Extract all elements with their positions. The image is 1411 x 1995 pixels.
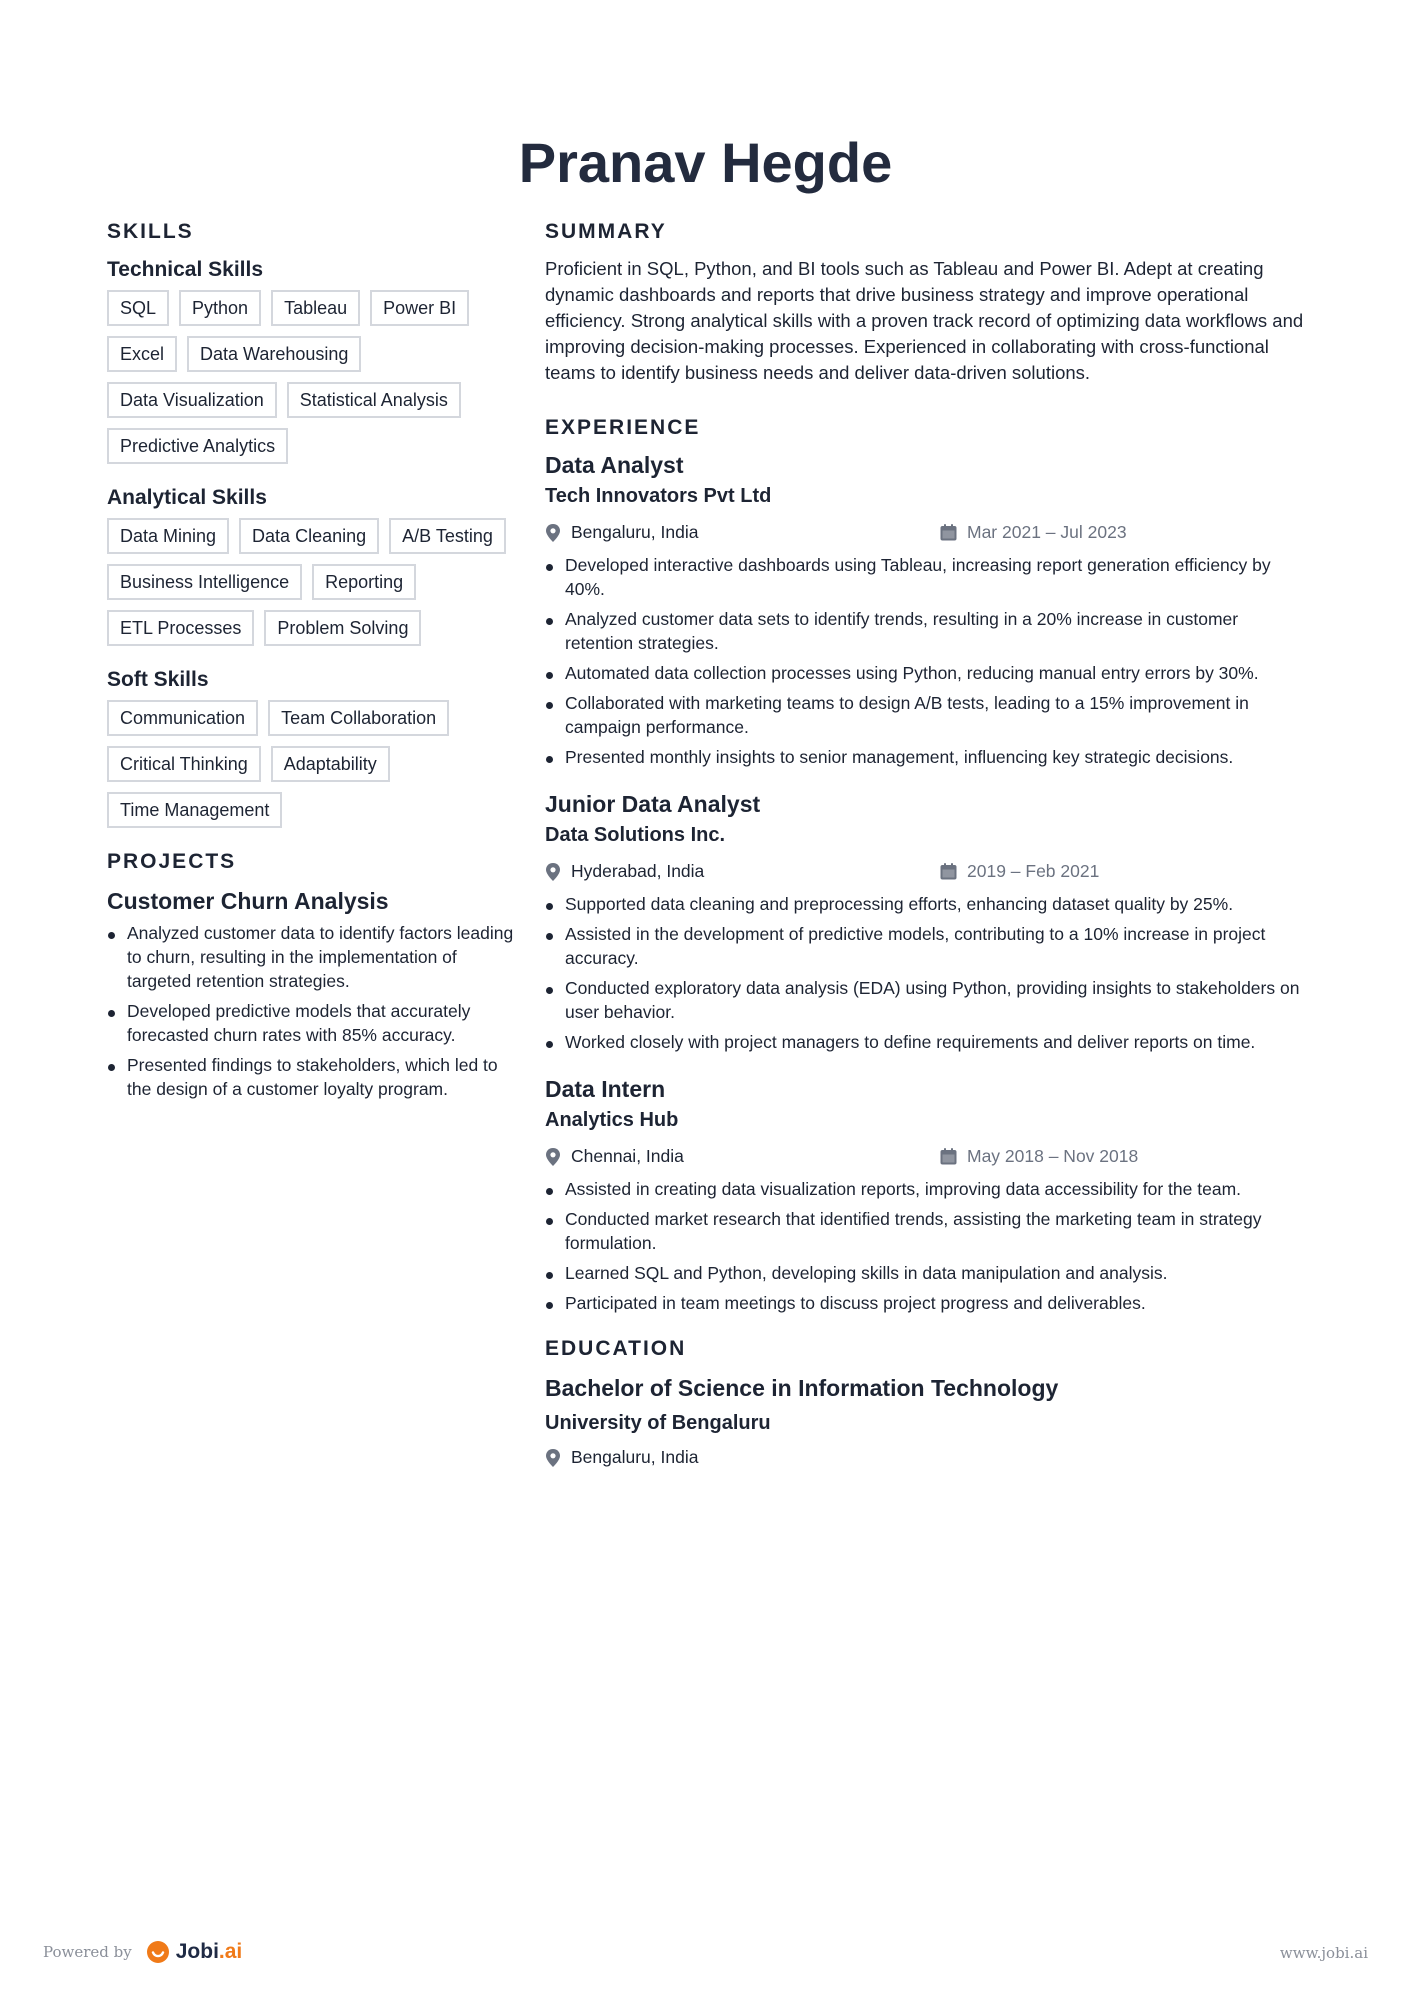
skill-tag: A/B Testing: [389, 518, 506, 554]
job-title: Junior Data Analyst: [545, 791, 761, 817]
experience-item: [545, 791, 1305, 1054]
job-company: Tech Innovators Pvt Ltd: [545, 485, 772, 507]
list-item: Worked closely with project managers to define requirements and deliver reports on time.: [545, 1030, 1305, 1054]
skill-tag: ETL Processes: [107, 610, 254, 646]
job-bullets: [545, 892, 1305, 1054]
job-location: [545, 522, 940, 543]
education-school: University of Bengaluru: [545, 1412, 771, 1434]
skills-section: [107, 220, 517, 828]
job-company: Data Solutions Inc.: [545, 824, 726, 846]
projects-heading: PROJECTS: [107, 850, 237, 873]
job-location-text: Bengaluru, India: [571, 522, 699, 542]
job-company: Analytics Hub: [545, 1109, 679, 1131]
soft-skills-heading: Soft Skills: [107, 668, 209, 691]
analytical-skills-tags: [107, 518, 507, 646]
education-location: [545, 1447, 940, 1468]
job-dates: [940, 861, 1099, 882]
job-title: Data Analyst: [545, 452, 684, 478]
list-item: Learned SQL and Python, developing skills in data manipulation and analysis.: [545, 1261, 1305, 1285]
job-bullets: [545, 553, 1305, 769]
skill-tag: Reporting: [312, 564, 416, 600]
powered-by: [43, 1940, 242, 1964]
skill-tag: Data Cleaning: [239, 518, 379, 554]
project-name: Customer Churn Analysis: [107, 888, 389, 914]
job-title: Data Intern: [545, 1076, 666, 1102]
soft-skills-tags: [107, 700, 507, 828]
education-section: [545, 1337, 1305, 1468]
location-pin-icon: [545, 524, 561, 542]
job-bullets: [545, 1177, 1305, 1315]
brand-main: Jobi: [175, 1940, 219, 1963]
skill-tag: Problem Solving: [264, 610, 421, 646]
job-dates-text: 2019 – Feb 2021: [967, 861, 1100, 881]
technical-skills-tags: [107, 290, 507, 464]
experience-item: [545, 1076, 1305, 1315]
list-item: Developed predictive models that accurately forecasted churn rates with 85% accuracy.: [107, 999, 517, 1047]
skill-tag: Team Collaboration: [268, 700, 449, 736]
list-item: Participated in team meetings to discuss project progress and deliverables.: [545, 1291, 1305, 1315]
location-pin-icon: [545, 863, 561, 881]
skill-tag: Communication: [107, 700, 258, 736]
job-dates: [940, 1146, 1138, 1167]
summary-text: Proficient in SQL, Python, and BI tools such as Tableau and Power BI. Adept at creating dynamic dashboards and reports that drive business strategy and improve operational efficiency. Strong analytical skills with a proven track record of optimizing data workflows and improving decision-making processes. Experienced in collaborating with cross-functional teams to identify business needs and deliver data-driven solutions.: [545, 258, 1304, 383]
jobi-logo[interactable]: [146, 1940, 243, 1964]
job-location: [545, 1146, 940, 1167]
list-item: Conducted exploratory data analysis (EDA) using Python, providing insights to stakeholders on user behavior.: [545, 976, 1305, 1024]
list-item: Automated data collection processes using Python, reducing manual entry errors by 30%.: [545, 661, 1305, 685]
experience-heading: EXPERIENCE: [545, 416, 701, 439]
list-item: Presented findings to stakeholders, which led to the design of a customer loyalty program.: [107, 1053, 517, 1101]
skill-tag: Data Mining: [107, 518, 229, 554]
powered-by-label: Powered by: [43, 1943, 132, 1961]
job-location-text: Hyderabad, India: [571, 861, 705, 881]
skill-tag: Tableau: [271, 290, 360, 326]
jobi-logo-icon: [146, 1940, 170, 1964]
experience-section: [545, 416, 1305, 1315]
job-meta: [545, 861, 1305, 882]
list-item: Developed interactive dashboards using Tableau, increasing report generation efficiency by 40%.: [545, 553, 1305, 601]
experience-list: [545, 452, 1305, 1315]
jobi-brand-text: [176, 1940, 243, 1964]
technical-skills-heading: Technical Skills: [107, 258, 264, 281]
job-meta: [545, 522, 1305, 543]
education-heading: EDUCATION: [545, 1337, 687, 1360]
summary-heading: SUMMARY: [545, 220, 667, 243]
website-link[interactable]: www.jobi.ai: [1279, 1944, 1368, 1962]
skill-tag: SQL: [107, 290, 169, 326]
job-dates: [940, 522, 1127, 543]
experience-item: [545, 452, 1305, 769]
skill-tag: Statistical Analysis: [287, 382, 461, 418]
list-item: Conducted market research that identified trends, assisting the marketing team in strategy formulation.: [545, 1207, 1305, 1255]
skill-tag: Data Visualization: [107, 382, 277, 418]
job-meta: [545, 1146, 1305, 1167]
left-column: [107, 220, 517, 1107]
summary-section: [545, 220, 1305, 386]
skill-tag: Time Management: [107, 792, 282, 828]
calendar-icon: [940, 524, 957, 541]
skill-tag: Excel: [107, 336, 177, 372]
list-item: Assisted in creating data visualization reports, improving data accessibility for the team.: [545, 1177, 1305, 1201]
education-meta: [545, 1447, 1305, 1468]
job-location: [545, 861, 940, 882]
skill-tag: Power BI: [370, 290, 469, 326]
skills-heading: SKILLS: [107, 220, 194, 243]
education-degree: Bachelor of Science in Information Technology: [545, 1375, 1059, 1401]
skill-tag: Critical Thinking: [107, 746, 261, 782]
skill-tag: Predictive Analytics: [107, 428, 288, 464]
job-location-text: Chennai, India: [571, 1146, 684, 1166]
location-pin-icon: [545, 1449, 561, 1467]
list-item: Analyzed customer data sets to identify trends, resulting in a 20% increase in customer retention strategies.: [545, 607, 1305, 655]
skill-tag: Business Intelligence: [107, 564, 302, 600]
job-dates-text: Mar 2021 – Jul 2023: [967, 522, 1127, 542]
projects-section: [107, 850, 517, 1101]
location-pin-icon: [545, 1148, 561, 1166]
list-item: Collaborated with marketing teams to design A/B tests, leading to a 15% improvement in campaign performance.: [545, 691, 1305, 739]
project-bullets: [107, 921, 517, 1101]
skill-tag: Adaptability: [271, 746, 390, 782]
calendar-icon: [940, 1148, 957, 1165]
job-dates-text: May 2018 – Nov 2018: [967, 1146, 1139, 1166]
skill-tag: Python: [179, 290, 261, 326]
right-column: [545, 220, 1305, 1478]
education-location-text: Bengaluru, India: [571, 1447, 699, 1467]
list-item: Presented monthly insights to senior management, influencing key strategic decisions.: [545, 745, 1305, 769]
calendar-icon: [940, 863, 957, 880]
analytical-skills-heading: Analytical Skills: [107, 486, 267, 509]
candidate-name: Pranav Hegde: [518, 131, 893, 194]
skill-tag: Data Warehousing: [187, 336, 361, 372]
list-item: Assisted in the development of predictive models, contributing to a 10% increase in project accuracy.: [545, 922, 1305, 970]
list-item: Supported data cleaning and preprocessing efforts, enhancing dataset quality by 25%.: [545, 892, 1305, 916]
brand-accent: .ai: [218, 1940, 243, 1963]
list-item: Analyzed customer data to identify factors leading to churn, resulting in the implementation of targeted retention strategies.: [107, 921, 517, 993]
